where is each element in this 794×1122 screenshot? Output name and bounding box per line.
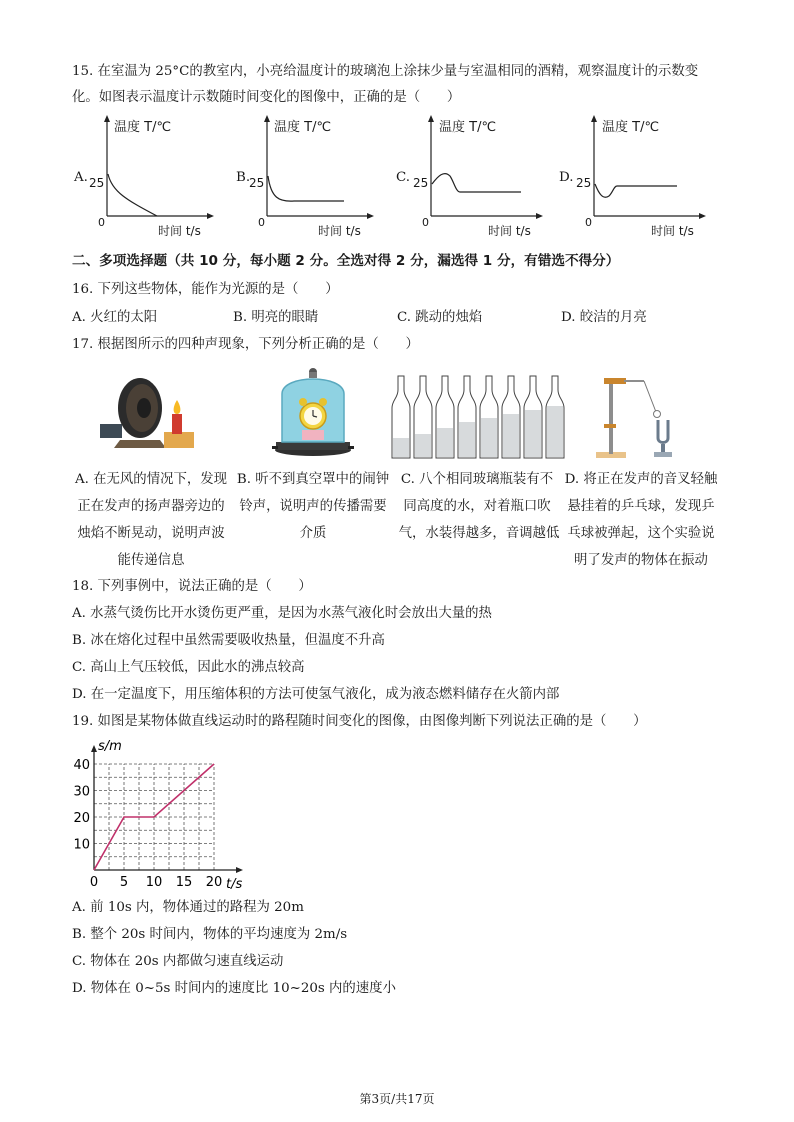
q15-y25: 25 — [89, 176, 105, 190]
q19-option-c: C. 物体在 20s 内都做匀速直线运动 — [72, 954, 284, 969]
page-footer: 第3页/共17页 — [359, 1092, 435, 1106]
q15-stem-line2: 化。如图表示温度计示数随时间变化的图像中，正确的是（ ） — [72, 90, 461, 105]
q16-option-b: B. 明亮的眼睛 — [233, 310, 319, 325]
q15-y25: 25 — [413, 176, 429, 190]
q15-origin: 0 — [585, 216, 592, 229]
chart-x-label: t/s — [226, 877, 243, 892]
q18-stem: 18. 下列事例中，说法正确的是（ ） — [72, 579, 312, 594]
q16-option-a: A. 火红的太阳 — [72, 310, 158, 325]
eight-bottles-image — [388, 372, 568, 460]
q19-stem: 19. 如图是某物体做直线运动时的路程随时间变化的图像，由图像判断下列说法正确的是（ ） — [72, 714, 647, 729]
q17-d-line4: 明了发声的物体在振动 — [574, 553, 708, 568]
q17-c-line2: 同高度的水，对着瓶口吹 — [403, 499, 551, 514]
q17-option-b — [228, 466, 404, 576]
q15-ylabel: 温度 T/℃ — [274, 120, 332, 135]
q17-a-line1: A. 在无风的情况下，发现 — [74, 472, 228, 487]
q15-graph-letter: C. — [396, 170, 411, 185]
q15-graph-d — [559, 112, 719, 242]
q17-d-line3: 乓球被弹起，这个实验说 — [567, 526, 715, 541]
chart-x-tick-label: 0 — [89, 875, 99, 890]
q17-stem: 17. 根据图所示的四种声现象，下列分析正确的是（ ） — [72, 337, 419, 352]
q15-y25: 25 — [576, 176, 592, 190]
chart-y-tick-label: 10 — [73, 837, 90, 853]
q15-stem-line1: 15. 在室温为 25°C的教室内，小亮给温度计的玻璃泡上涂抹少量与室温相同的酒精，观察温度计的示数变 — [72, 64, 699, 79]
q16-option-c: C. 跳动的烛焰 — [397, 310, 483, 325]
chart-x-arrow — [236, 867, 243, 873]
q15-graph-c — [396, 112, 556, 242]
q17-option-d — [556, 466, 732, 576]
q17-b-line1: B. 听不到真空罩中的闹钟 — [236, 472, 390, 487]
speaker-candle-image — [100, 370, 200, 452]
q17-option-a — [66, 466, 242, 576]
q15-xlabel: 时间 t/s — [318, 224, 361, 238]
chart-y-arrow — [91, 745, 97, 752]
q17-d-line2: 悬挂着的乒乓球，发现乒 — [567, 499, 715, 514]
q15-origin: 0 — [98, 216, 105, 229]
q15-xlabel: 时间 t/s — [651, 224, 694, 238]
chart-x-tick-label: 15 — [175, 875, 193, 890]
q15-ylabel: 温度 T/℃ — [439, 120, 497, 135]
q15-graph-letter: A. — [74, 170, 88, 185]
q19-option-d: D. 物体在 0~5s 时间内的速度比 10~20s 内的速度小 — [72, 981, 396, 996]
q19-option-a: A. 前 10s 内，物体通过的路程为 20m — [72, 900, 304, 915]
q15-graph-letter: D. — [559, 170, 574, 185]
q15-graph-a — [72, 112, 222, 242]
q15-y25: 25 — [249, 176, 265, 190]
q17-c-line1: C. 八个相同玻璃瓶装有不 — [400, 472, 554, 487]
q15-ylabel: 温度 T/℃ — [114, 120, 172, 135]
q18-option-a: A. 水蒸气烫伤比开水烫伤更严重，是因为水蒸气液化时会放出大量的热 — [72, 606, 492, 621]
chart-x-tick-label: 5 — [119, 875, 129, 890]
q15-origin: 0 — [422, 216, 429, 229]
chart-x-tick-label: 10 — [145, 875, 163, 890]
vacuum-bell-jar-image — [272, 364, 354, 456]
q15-ylabel: 温度 T/℃ — [602, 120, 660, 135]
q17-a-line3: 烛焰不断晃动，说明声波 — [77, 526, 225, 541]
q17-option-c — [392, 466, 568, 576]
chart-y-tick-label: 40 — [73, 758, 90, 773]
q15-xlabel: 时间 t/s — [488, 224, 531, 238]
q19-distance-time-chart — [66, 738, 256, 896]
q17-a-line4: 能传递信息 — [117, 553, 185, 568]
q18-option-d: D. 在一定温度下，用压缩体积的方法可使氢气液化，成为液态燃料储存在火箭内部 — [72, 687, 560, 702]
q18-option-b: B. 冰在熔化过程中虽然需要吸收热量，但温度不升高 — [72, 633, 385, 648]
q17-a-line2: 正在发声的扬声器旁边的 — [77, 499, 225, 514]
q17-d-line1: D. 将正在发声的音叉轻触 — [564, 472, 718, 487]
q16-option-d: D. 皎洁的月亮 — [561, 310, 647, 325]
tuning-fork-ball-image — [596, 372, 676, 460]
q19-option-b: B. 整个 20s 时间内，物体的平均速度为 2m/s — [72, 927, 348, 942]
q17-b-line2: 铃声，说明声的传播需要 — [239, 499, 387, 514]
section2-title: 二、多项选择题（共 10 分，每小题 2 分。全选对得 2 分，漏选得 1 分，有错选不得分） — [72, 253, 620, 269]
q15-graphs — [72, 112, 722, 242]
q15-origin: 0 — [258, 216, 265, 229]
chart-x-tick-label: 20 — [205, 875, 223, 890]
q17-b-line3: 介质 — [299, 526, 327, 541]
q17-c-line3: 气，水装得越多，音调越低 — [398, 526, 560, 541]
q15-xlabel: 时间 t/s — [158, 224, 201, 238]
chart-y-tick-label: 20 — [73, 811, 90, 826]
chart-y-tick-label: 30 — [73, 784, 90, 800]
chart-y-label: s/m — [98, 739, 122, 754]
q15-graph-b — [234, 112, 384, 242]
q15-graph-letter: B. — [236, 170, 251, 185]
q16-stem: 16. 下列这些物体，能作为光源的是（ ） — [72, 282, 339, 297]
q18-option-c: C. 高山上气压较低，因此水的沸点较高 — [72, 660, 305, 675]
